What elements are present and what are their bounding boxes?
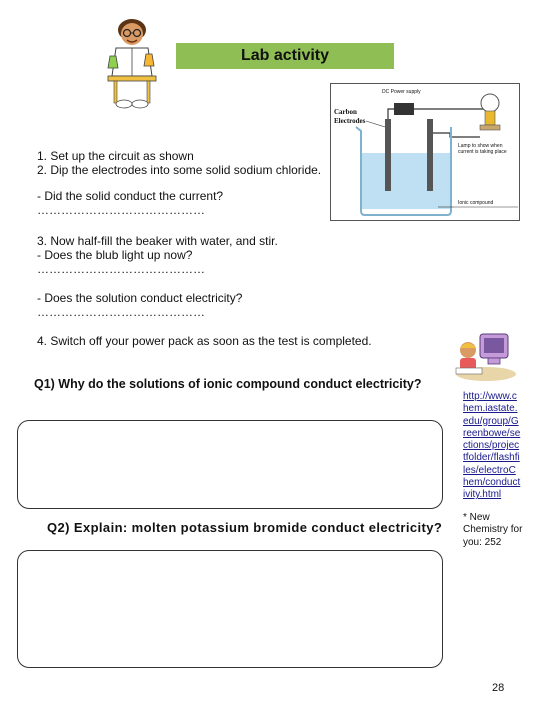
compound-label: Ionic compound	[458, 200, 494, 206]
computer-clipart	[454, 328, 518, 382]
step-1: 1. Set up the circuit as shown	[37, 149, 194, 163]
reference-link[interactable]: http://www.chem.iastate.edu/group/Greenbowe/sections/projectfolder/flashfiles/electroChem/conductivity.html	[463, 391, 521, 501]
answer-dots-3: ……………………………………	[37, 305, 205, 319]
question-1: Q1) Why do the solutions of ionic compound conduct electricity?	[34, 377, 422, 391]
step-4: 4. Switch off your power pack as soon as the test is completed.	[37, 334, 372, 348]
answer-dots-2: ……………………………………	[37, 262, 205, 276]
question-bulb: - Does the blub light up now?	[37, 248, 193, 262]
answer-box-2[interactable]	[17, 550, 443, 668]
reference-note: * New Chemistry for you: 252	[463, 512, 523, 548]
step-2: 2. Dip the electrodes into some solid sodium chloride.	[37, 163, 322, 177]
question-solution: - Does the solution conduct electricity?	[37, 291, 243, 305]
answer-dots-1: ……………………………………	[37, 203, 205, 217]
page-number: 28	[492, 682, 505, 694]
question-solid: - Did the solid conduct the current?	[37, 189, 224, 203]
scientist-clipart	[106, 14, 158, 110]
question-2: Q2) Explain: molten potassium bromide conduct electricity?	[47, 520, 443, 535]
page-title: Lab activity	[176, 43, 394, 69]
lamp-label: Lamp to show when current is taking place	[458, 143, 507, 155]
step-3: 3. Now half-fill the beaker with water, and stir.	[37, 234, 278, 248]
power-supply-label: DC Power supply	[382, 89, 421, 95]
electrodes-label: Carbon Electrodes	[334, 108, 366, 125]
circuit-diagram	[330, 83, 520, 221]
answer-box-1[interactable]	[17, 420, 443, 509]
